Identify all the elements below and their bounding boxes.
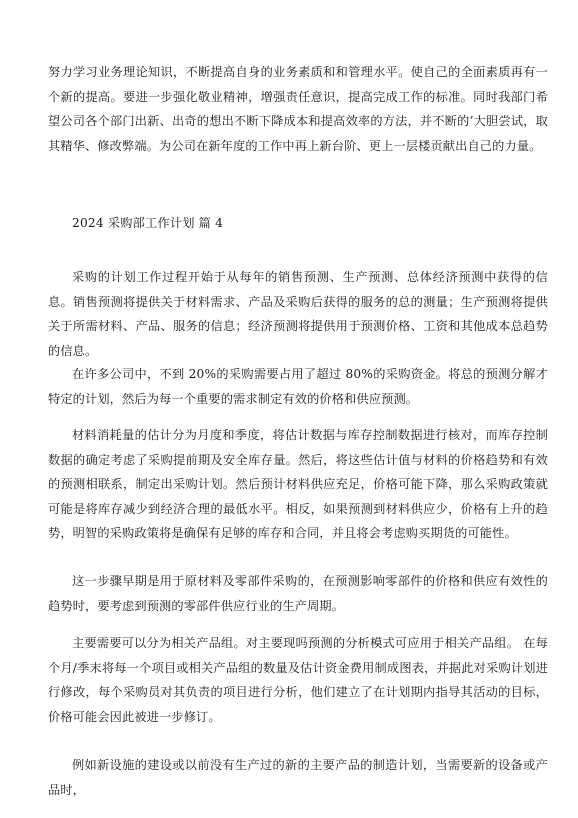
paragraph-product-groups: 主要需要可以分为相关产品组。对主要现吗预测的分析模式可应用于相关产品组。 在每个月/季末将每一个项目或相关产品组的数量及估计资金费用制成图表，并据此对采购计划进行修改，每个采购员对其负责的项目进行分析，他们建立了在计划期内指导其活动的目标，价格可能会因此被进一步修订。 bbox=[48, 636, 548, 724]
paragraph-new-facilities: 例如新设施的建设或以前没有生产过的新的主要产品的制造计划，当需要新的设备或产品时， bbox=[48, 758, 548, 797]
intro-paragraph: 努力学习业务理论知识，不断提高自身的业务素质和和管理水平。使自己的全面素质再有一个新的提高。要进一步强化敬业精神，增强责任意识，提高完成工作的标准。同时我部门希望公司各个部门出新、出奇的想出不断下降成本和提高效率的方法，并不断的’大胆尝试，取其精华、修改弊端。为公司在新年度的工作中再上新台阶、更上一层楼贡献出自己的力量。 bbox=[48, 65, 548, 153]
section-heading: 2024 采购部工作计划 篇 4 bbox=[72, 216, 224, 230]
paragraph-early-stage: 这一步骤早期是用于原材料及零部件采购的，在预测影响零部件的价格和供应有效性的趋势时，要考虑到预测的零部件供应行业的生产周期。 bbox=[48, 574, 548, 613]
paragraph-procurement-share: 在许多公司中，不到 20%的采购需要占用了超过 80%的采购资金。将总的预测分解才特定的计划，然后为每一个重要的需求制定有效的价格和供应预测。 bbox=[48, 367, 548, 406]
paragraph-forecast-sources: 采购的计划工作过程开始于从每年的销售预测、生产预测、总体经济预测中获得的信息。销售预测将提供关于材料需求、产品及采购后获得的服务的总的测量；生产预测将提供关于所需材料、产品、服务的信息；经济预测将提供用于预测价格、工资和其他成本总趋势的信息。 bbox=[48, 270, 548, 358]
paragraph-material-consumption: 材料消耗量的估计分为月度和季度，将估计数据与库存控制数据进行核对，而库存控制数据的确定考虑了采购提前期及安全库存量。然后，将这些估计值与材料的价格趋势和有效的预测相联系，制定出采购计划。然后预计材料供应充足，价格可能下降，那么采购政策就可能是将库存减少到经济合理的最低水平。相反，如果预测到材料供应少，价格有上升的趋势，明智的采购政策将是确保有足够的库存和合同，并且将会考虑购买期货的可能性。 bbox=[48, 428, 548, 541]
